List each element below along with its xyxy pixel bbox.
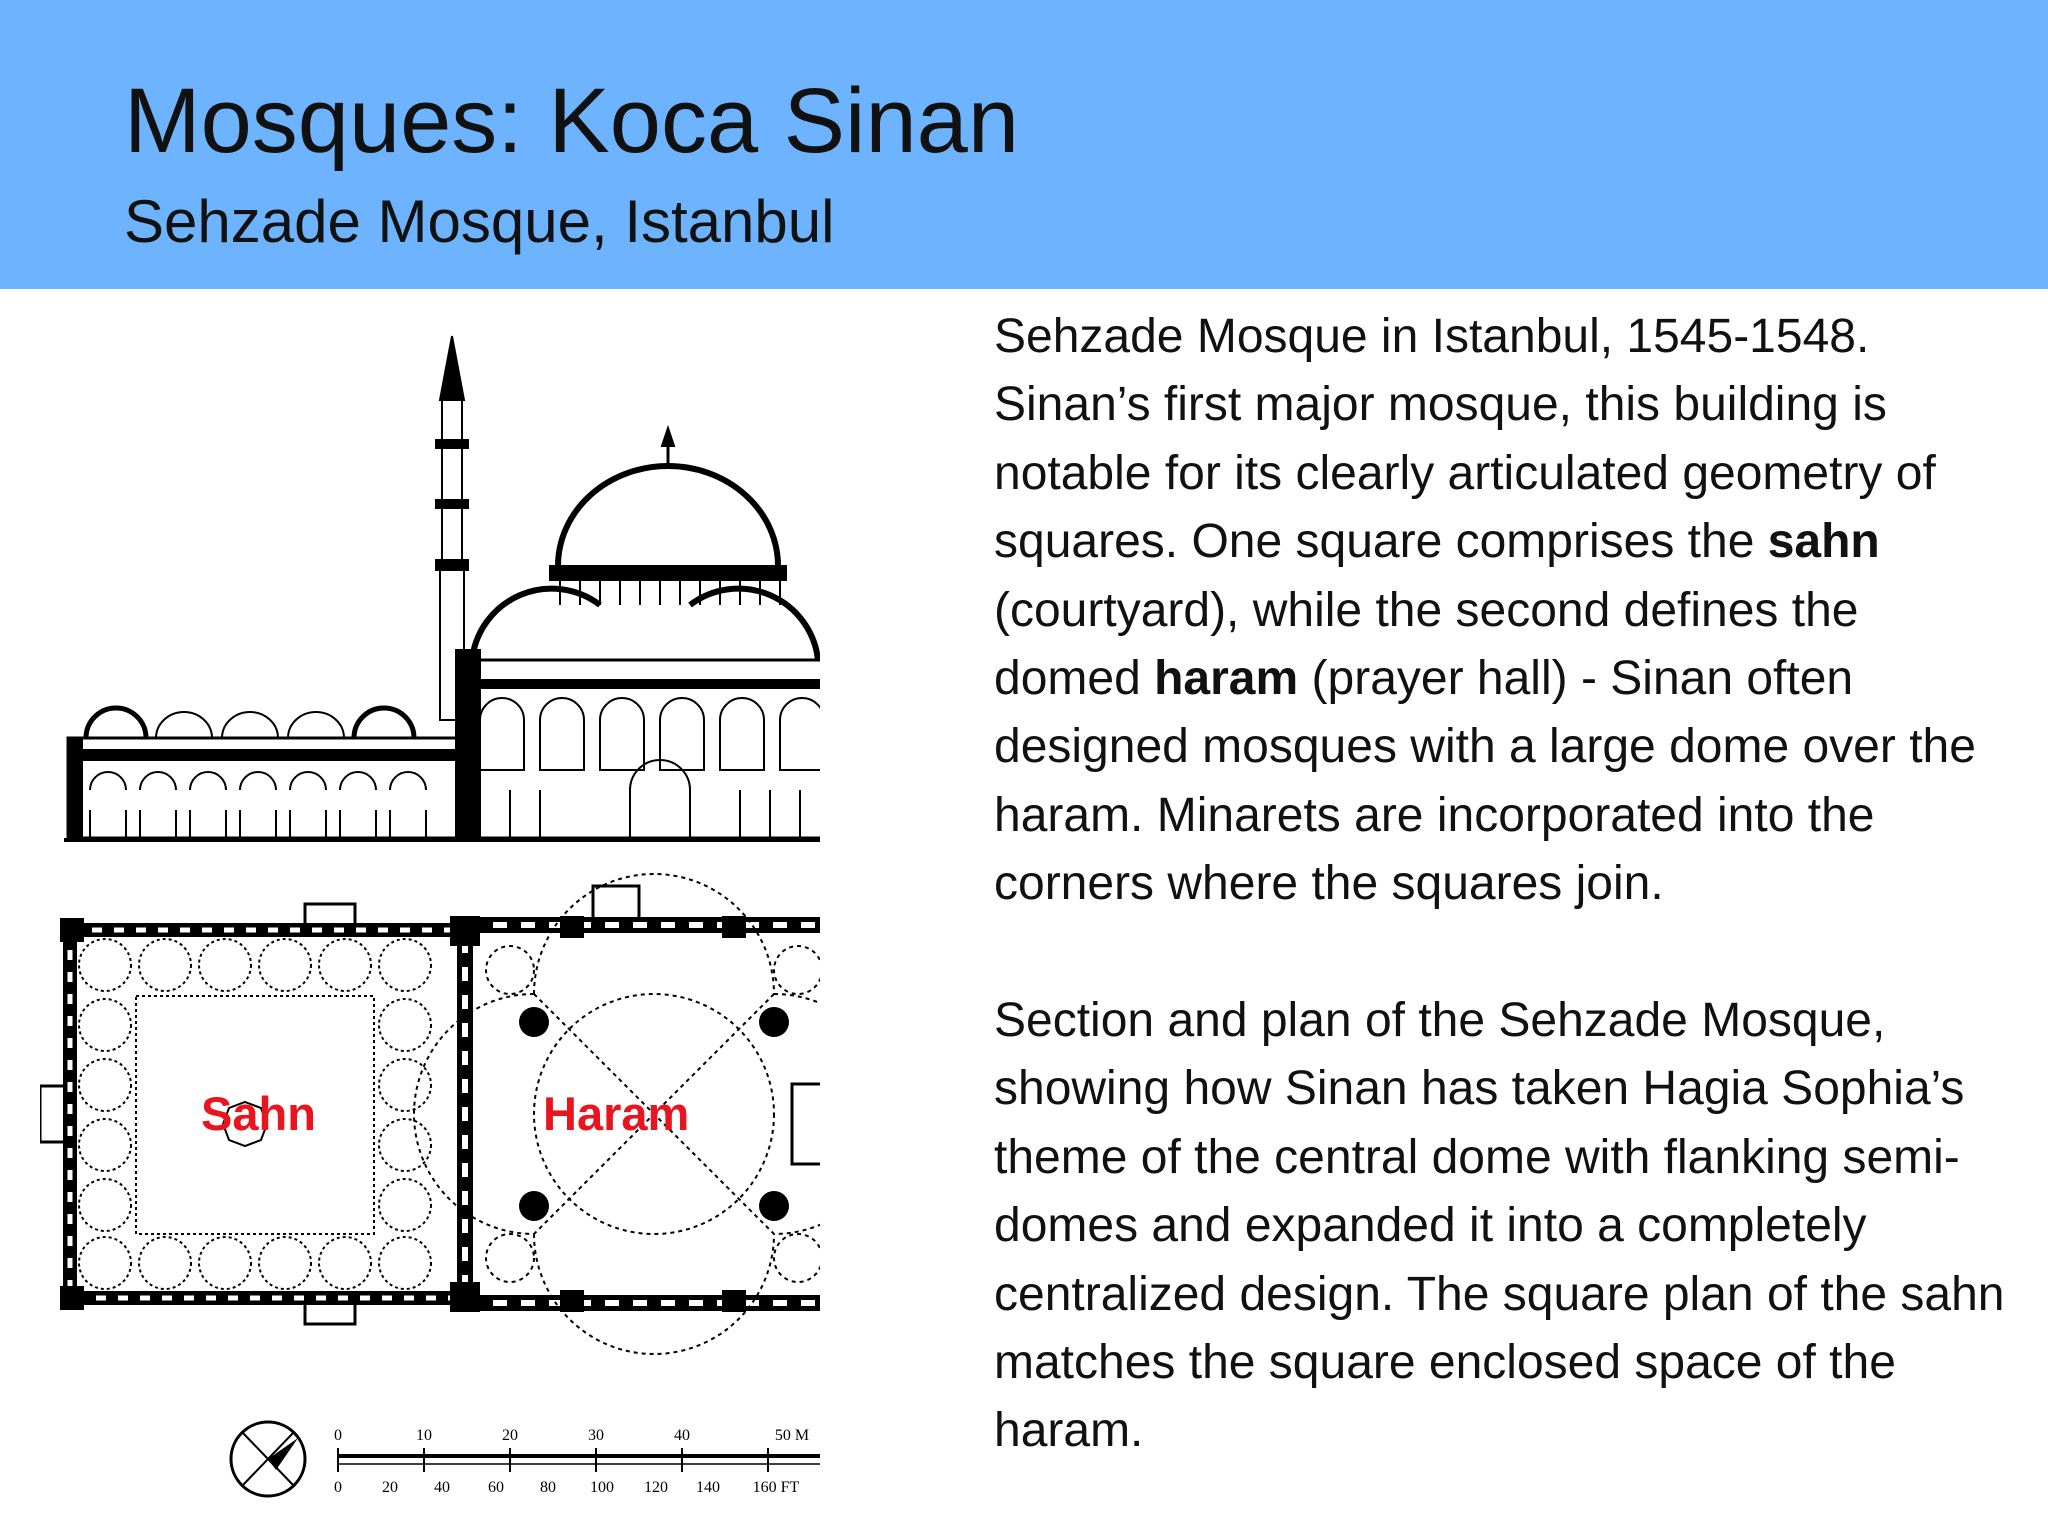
paragraph-text-span: (courtyard), while the second defines the domed [994,583,1859,706]
haram-term: haram [1154,652,1299,706]
sahn-term: sahn [1767,515,1880,569]
scale-m-label: 50 M [774,1427,810,1444]
scale-ft-label: 80 [540,1479,556,1496]
scale-ft-label: 160 FT [752,1479,800,1496]
description-text [994,303,2014,1466]
scale-ft-label: 20 [382,1479,398,1496]
scale-ft-label: 60 [488,1479,504,1496]
description-paragraph-2: Section and plan of the Sehzade Mosque, showing how Sinan has taken Hagia Sophia’s theme of the central dome with flanking semi-domes and expanded it into a completely centralized design. The square plan of the sahn matches the square enclosed space of the haram. [994,994,2005,1458]
page-subtitle: Sehzade Mosque, Istanbul [124,188,835,255]
scale-ft-label: 0 [334,1479,342,1496]
scale-m-label: 20 [502,1427,518,1444]
mosque-section-and-plan-figure [40,320,820,1520]
description-paragraph-1 [994,303,2014,919]
haram-label: Haram [543,1087,690,1140]
scale-m-label: 10 [416,1427,432,1444]
section-elevation-drawing [64,336,820,840]
scale-m-label: 40 [674,1427,690,1444]
sahn-label: Sahn [201,1087,316,1140]
scale-m-label: 0 [334,1427,342,1444]
paragraph-text-span: (prayer hall) - Sinan often designed mosques with a large dome over the haram. Minarets are incorporated into the corners where the squares join. [994,652,1976,911]
paragraph-text-span: Sehzade Mosque in Istanbul, 1545-1548. Sinan’s first major mosque, this building is notable for its clearly articulated geometry of squares. One square comprises the [994,310,1936,569]
title-bar [0,0,2048,289]
page-title: Mosques: Koca Sinan [124,70,1019,172]
scale-ft-label: 120 [644,1479,668,1496]
scale-m-label: 30 [588,1427,604,1444]
floor-plan-drawing [40,874,820,1354]
mosque-drawing [40,320,820,1520]
scale-ft-label: 40 [434,1479,450,1496]
scale-ft-label: 140 [696,1479,720,1496]
scale-bar [231,1422,820,1496]
scale-ft-label: 100 [590,1479,614,1496]
